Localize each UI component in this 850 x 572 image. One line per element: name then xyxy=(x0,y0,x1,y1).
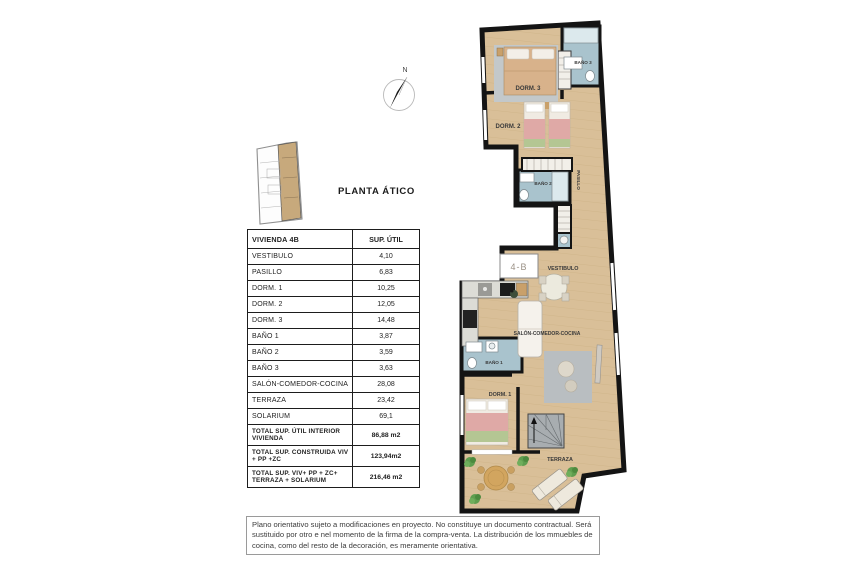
table-total-row xyxy=(248,467,420,488)
row-label: SOLARIUM xyxy=(248,409,353,425)
total-label: TOTAL SUP. ÚTIL INTERIOR VIVIENDA xyxy=(248,425,353,446)
table-row xyxy=(248,313,420,329)
area-table-header xyxy=(248,230,420,249)
row-value: 6,83 xyxy=(353,265,420,281)
table-total-row xyxy=(248,446,420,467)
row-value: 28,08 xyxy=(353,377,420,393)
room-label-terraza: TERRAZA xyxy=(547,457,573,463)
staircase xyxy=(528,414,564,448)
row-value: 12,05 xyxy=(353,297,420,313)
row-label: BAÑO 1 xyxy=(248,329,353,345)
room-label-dorm2: DORM. 2 xyxy=(495,124,521,130)
room-label-bano1: BAÑO 1 xyxy=(485,360,503,365)
row-value: 14,48 xyxy=(353,313,420,329)
row-label: PASILLO xyxy=(248,265,353,281)
room-label-salon: SALÓN-COMEDOR-COCINA xyxy=(513,331,581,337)
table-header-area: SUP. ÚTIL xyxy=(353,230,420,249)
table-row xyxy=(248,249,420,265)
row-value: 23,42 xyxy=(353,393,420,409)
row-value: 3,59 xyxy=(353,345,420,361)
table-row xyxy=(248,281,420,297)
row-label: DORM. 3 xyxy=(248,313,353,329)
table-total-row xyxy=(248,425,420,446)
area-table xyxy=(247,229,420,488)
room-label-dorm1: DORM. 1 xyxy=(488,392,512,398)
room-label-bano3: BAÑO 3 xyxy=(574,60,592,65)
north-compass xyxy=(382,58,424,118)
row-value: 4,10 xyxy=(353,249,420,265)
unit-badge-label: 4-B xyxy=(510,262,528,272)
table-row xyxy=(248,409,420,425)
room-label-vestibulo: VESTIBULO xyxy=(547,266,579,272)
room-label-pasillo: PASILLO xyxy=(576,170,581,190)
keyplan-thumbnail xyxy=(247,133,313,229)
row-label: SALÓN-COMEDOR-COCINA xyxy=(248,377,353,393)
table-row xyxy=(248,265,420,281)
row-label: VESTIBULO xyxy=(248,249,353,265)
washer-icon xyxy=(560,236,568,244)
dorm3-furniture xyxy=(494,45,558,102)
total-value: 216,46 m2 xyxy=(353,467,420,488)
row-value: 3,63 xyxy=(353,361,420,377)
row-label: DORM. 2 xyxy=(248,297,353,313)
table-row xyxy=(248,297,420,313)
north-arrow-icon xyxy=(390,77,407,108)
table-header-name: VIVIENDA 4B xyxy=(248,230,353,249)
table-row xyxy=(248,361,420,377)
row-value: 3,87 xyxy=(353,329,420,345)
table-row xyxy=(248,393,420,409)
disclaimer-box: Plano orientativo sujeto a modificaciones en proyecto. No constituye un documento contractual. Será sustituido por otro e nel momento de la firma de la compra-venta. La distribución de los mmuebles de cocina, como del resto de la decoración, es meramente orientativa. xyxy=(246,516,600,555)
page-title: PLANTA ÁTICO xyxy=(338,186,415,197)
row-label: DORM. 1 xyxy=(248,281,353,297)
row-label: TERRAZA xyxy=(248,393,353,409)
row-value: 10,25 xyxy=(353,281,420,297)
terrace-glass-door xyxy=(472,450,512,455)
room-label-dorm3: DORM. 3 xyxy=(515,86,541,92)
total-value: 123,94m2 xyxy=(353,446,420,467)
total-label: TOTAL SUP. VIV+ PP + ZC+ TERRAZA + SOLARIUM xyxy=(248,467,353,488)
total-label: TOTAL SUP. CONSTRUIDA VIV + PP +ZC xyxy=(248,446,353,467)
room-label-bano2: BAÑO 2 xyxy=(534,181,552,186)
total-value: 86,88 m2 xyxy=(353,425,420,446)
compass-north-label: N xyxy=(402,67,408,74)
table-row xyxy=(248,377,420,393)
row-value: 69,1 xyxy=(353,409,420,425)
table-row xyxy=(248,329,420,345)
table-row xyxy=(248,345,420,361)
floorplan-drawing xyxy=(450,15,650,515)
row-label: BAÑO 2 xyxy=(248,345,353,361)
dorm1-furniture xyxy=(466,399,508,445)
row-label: BAÑO 3 xyxy=(248,361,353,377)
